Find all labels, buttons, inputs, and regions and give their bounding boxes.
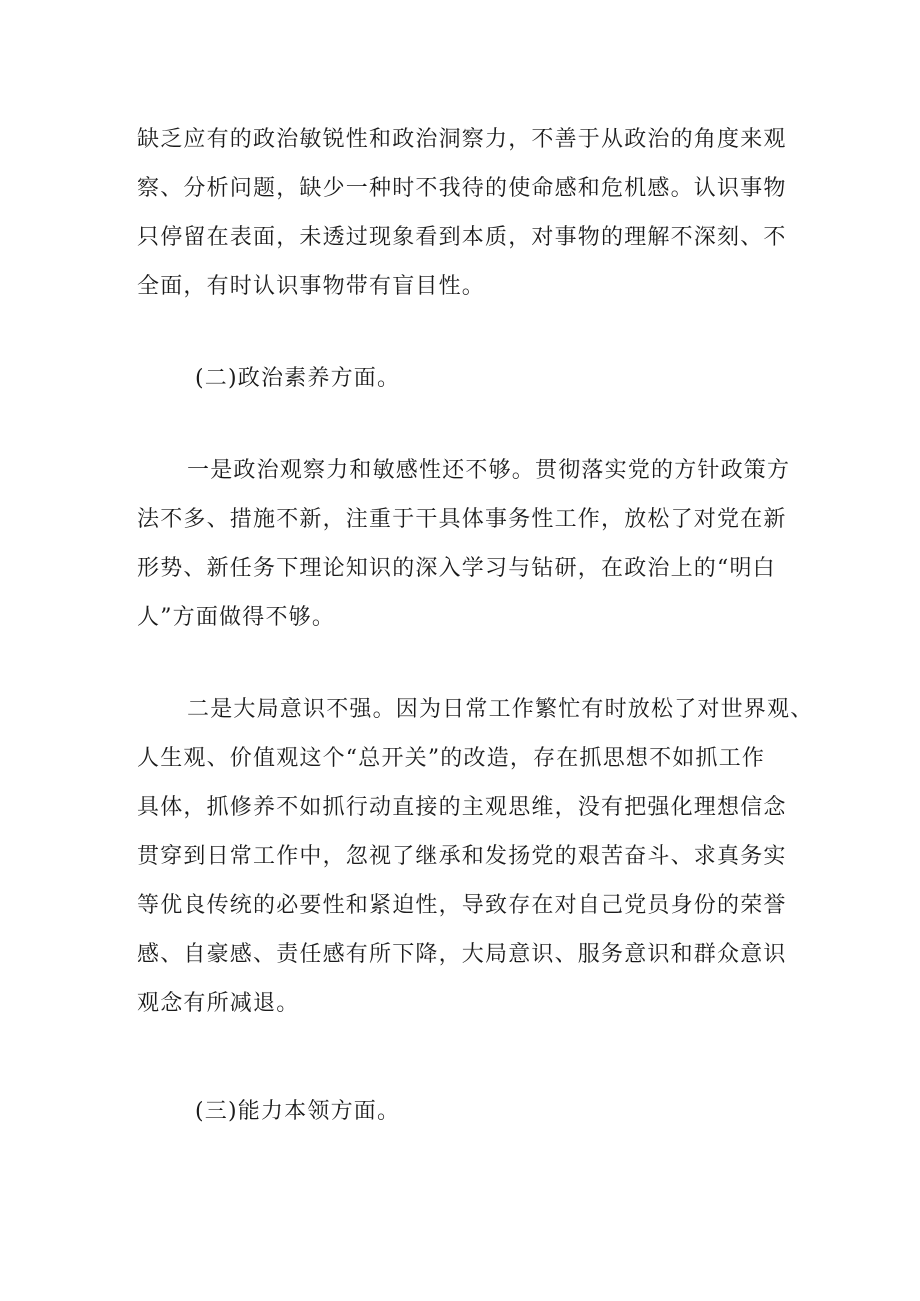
paragraph-3-line-3: 形势、新任务下理论知识的深入学习与钻研，在政治上的“明白 — [137, 556, 776, 581]
paragraph-1-line-4: 全面，有时认识事物带有盲目性。 — [137, 274, 486, 299]
paragraph-1-line-3: 只停留在表面，未透过现象看到本质，对事物的理解不深刻、不 — [137, 225, 787, 250]
paragraph-3-line-2: 法不多、措施不新，注重于干具体事务性工作，放松了对党在新 — [137, 507, 787, 532]
paragraph-4-line-2: 人生观、价值观这个“总开关”的改造，存在抓思想不如抓工作 — [137, 746, 766, 771]
paragraph-4-line-6: 感、自豪感、责任感有所下降，大局意识、服务意识和群众意识 — [137, 942, 787, 967]
paragraph-4-line-3: 具体，抓修养不如抓行动直接的主观思维，没有把强化理想信念 — [137, 795, 787, 820]
paragraph-4-line-7: 观念有所减退。 — [137, 991, 300, 1016]
paragraph-4-line-4: 贯穿到日常工作中，忽视了继承和发扬党的艰苦奋斗、求真务实 — [137, 844, 787, 869]
paragraph-1-line-1: 缺乏应有的政治敏锐性和政治洞察力，不善于从政治的角度来观 — [137, 127, 787, 152]
paragraph-4-line-1: 二是大局意识不强。因为日常工作繁忙有时放松了对世界观、 — [187, 697, 814, 722]
paragraph-4-line-5: 等优良传统的必要性和紧迫性，导致存在对自己党员身份的荣誉 — [137, 893, 787, 918]
section-heading-3: (三)能力本领方面。 — [195, 1099, 401, 1124]
section-heading-2: (二)政治素养方面。 — [195, 366, 401, 391]
paragraph-3-line-1: 一是政治观察力和敏感性还不够。贯彻落实党的方针政策方 — [187, 458, 791, 483]
paragraph-3-line-4: 人”方面做得不够。 — [137, 605, 336, 630]
paragraph-1-line-2: 察、分析问题，缺少一种时不我待的使命感和危机感。认识事物 — [137, 176, 787, 201]
